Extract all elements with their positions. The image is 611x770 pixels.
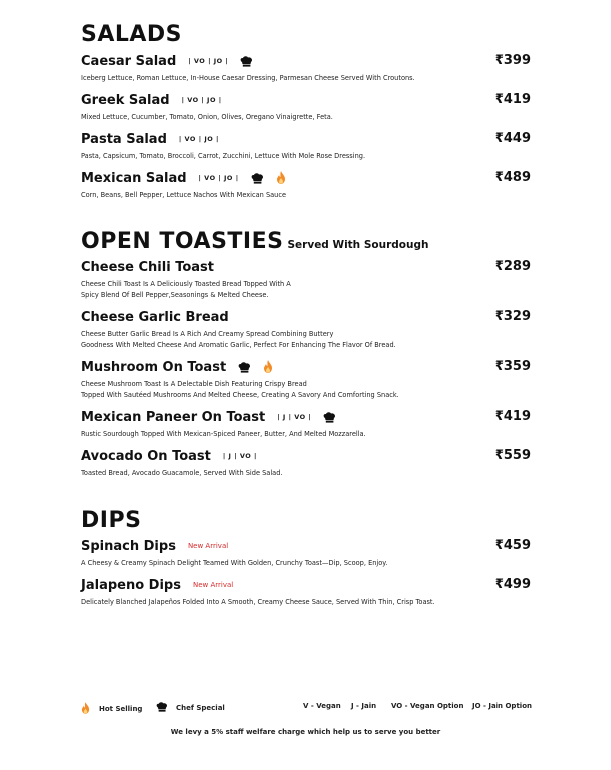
item-description: Corn, Beans, Bell Pepper, Lettuce Nachos With Mexican Sauce [81, 191, 287, 199]
chef-hat-icon [323, 408, 336, 427]
menu-item-pasta-salad [81, 131, 531, 162]
item-description: Delicately Blanched Jalapeños Folded Into A Smooth, Creamy Cheese Sauce, Served With Thin, Crisp Toast. [81, 598, 435, 606]
new-arrival-badge: New Arrival [192, 581, 234, 589]
item-price: ₹419 [494, 409, 531, 424]
chef-hat-icon [240, 52, 253, 71]
item-price: ₹459 [494, 538, 531, 553]
menu-item-greek-salad [81, 92, 531, 123]
legend-chef-special: Chef Special [156, 702, 225, 714]
legend-hot-selling: Hot Selling [81, 702, 142, 716]
flame-icon [276, 169, 286, 188]
item-description: Mixed Lettuce, Cucumber, Tomato, Onion, Olives, Oregano Vinaigrette, Feta. [81, 113, 333, 121]
staff-welfare-note: We levy a 5% staff welfare charge which help us to serve you better [170, 728, 441, 736]
menu-item-spinach-dips [81, 538, 531, 569]
item-name: Cheese Garlic Bread [81, 309, 229, 325]
legend [81, 700, 541, 714]
item-price: ₹449 [494, 131, 531, 146]
item-description: Rustic Sourdough Topped With Mexican-Spiced Paneer, Butter, And Melted Mozzarella. [81, 430, 366, 438]
item-name: Mexican Salad [81, 170, 187, 186]
new-arrival-badge: New Arrival [187, 542, 229, 550]
menu-item-mushroom-on-toast [81, 359, 531, 401]
diet-tags: | VO | JO | [178, 135, 219, 143]
item-name: Pasta Salad [81, 131, 167, 147]
item-price: ₹399 [494, 53, 531, 68]
diet-tags: | VO | JO | [188, 57, 229, 65]
item-price: ₹499 [494, 577, 531, 592]
item-name: Mexican Paneer On Toast [81, 409, 266, 425]
diet-tags: | J | VO | [222, 452, 257, 460]
menu-item-jalapeno-dips [81, 577, 531, 608]
section-subtitle: Served With Sourdough [287, 239, 429, 251]
item-description: A Cheesy & Creamy Spinach Delight Teamed With Golden, Crunchy Toast—Dip, Scoop, Enjoy. [81, 559, 388, 567]
menu-item-avocado-on-toast [81, 448, 531, 479]
item-description: Iceberg Lettuce, Roman Lettuce, In-House Caesar Dressing, Parmesan Cheese Served With Croutons. [81, 74, 415, 82]
item-name: Cheese Chili Toast [81, 259, 214, 275]
menu-item-cheese-chili-toast [81, 259, 531, 301]
item-description: Cheese Mushroom Toast Is A Delectable Dish Featuring Crispy Bread Topped With Sautéed Mushrooms And Melted Cheese, Creating A Savory And Comforting Snack. [81, 380, 399, 399]
legend-vegan-option: VO - Vegan Option [391, 702, 464, 710]
item-price: ₹289 [494, 259, 531, 274]
legend-jain-option: JO - Jain Option [472, 702, 532, 710]
item-price: ₹559 [494, 448, 531, 463]
item-name: Spinach Dips [81, 538, 176, 554]
item-price: ₹329 [494, 309, 531, 324]
menu-item-mexican-paneer-on-toast [81, 409, 531, 440]
item-name: Avocado On Toast [81, 448, 211, 464]
menu-item-cheese-garlic-bread [81, 309, 531, 351]
section-title-open-toasties: OPEN TOASTIES Served With Sourdough [81, 229, 429, 254]
diet-tags: | J | VO | [277, 413, 312, 421]
item-price: ₹359 [494, 359, 531, 374]
legend-vegan: V - Vegan [303, 702, 341, 710]
diet-tags: | VO | JO | [181, 96, 222, 104]
menu-item-caesar-salad [81, 53, 531, 84]
flame-icon [81, 702, 90, 716]
item-name: Mushroom On Toast [81, 359, 227, 375]
item-description: Cheese Chili Toast Is A Deliciously Toasted Bread Topped With A Spicy Blend Of Bell Pepper,Seasonings & Melted Cheese. [81, 280, 291, 299]
item-description: Toasted Bread, Avocado Guacamole, Served With Side Salad. [81, 469, 283, 477]
section-title-salads: SALADS [81, 22, 183, 47]
item-price: ₹489 [494, 170, 531, 185]
menu-item-mexican-salad [81, 170, 531, 201]
chef-hat-icon [238, 358, 251, 377]
item-price: ₹419 [494, 92, 531, 107]
item-description: Cheese Butter Garlic Bread Is A Rich And Creamy Spread Combining Buttery Goodness With Melted Cheese And Aromatic Garlic, Perfect For Enhancing The Flavor Of Bread. [81, 330, 396, 349]
section-title-dips: DIPS [81, 508, 142, 533]
chef-hat-icon [251, 169, 264, 188]
item-name: Caesar Salad [81, 53, 177, 69]
diet-tags: | VO | JO | [198, 174, 239, 182]
item-description: Pasta, Capsicum, Tomato, Broccoli, Carrot, Zucchini, Lettuce With Mole Rose Dressing. [81, 152, 366, 160]
flame-icon [263, 358, 273, 377]
chef-hat-icon [156, 702, 168, 714]
item-name: Jalapeno Dips [81, 577, 181, 593]
legend-jain: J - Jain [351, 702, 377, 710]
item-name: Greek Salad [81, 92, 170, 108]
